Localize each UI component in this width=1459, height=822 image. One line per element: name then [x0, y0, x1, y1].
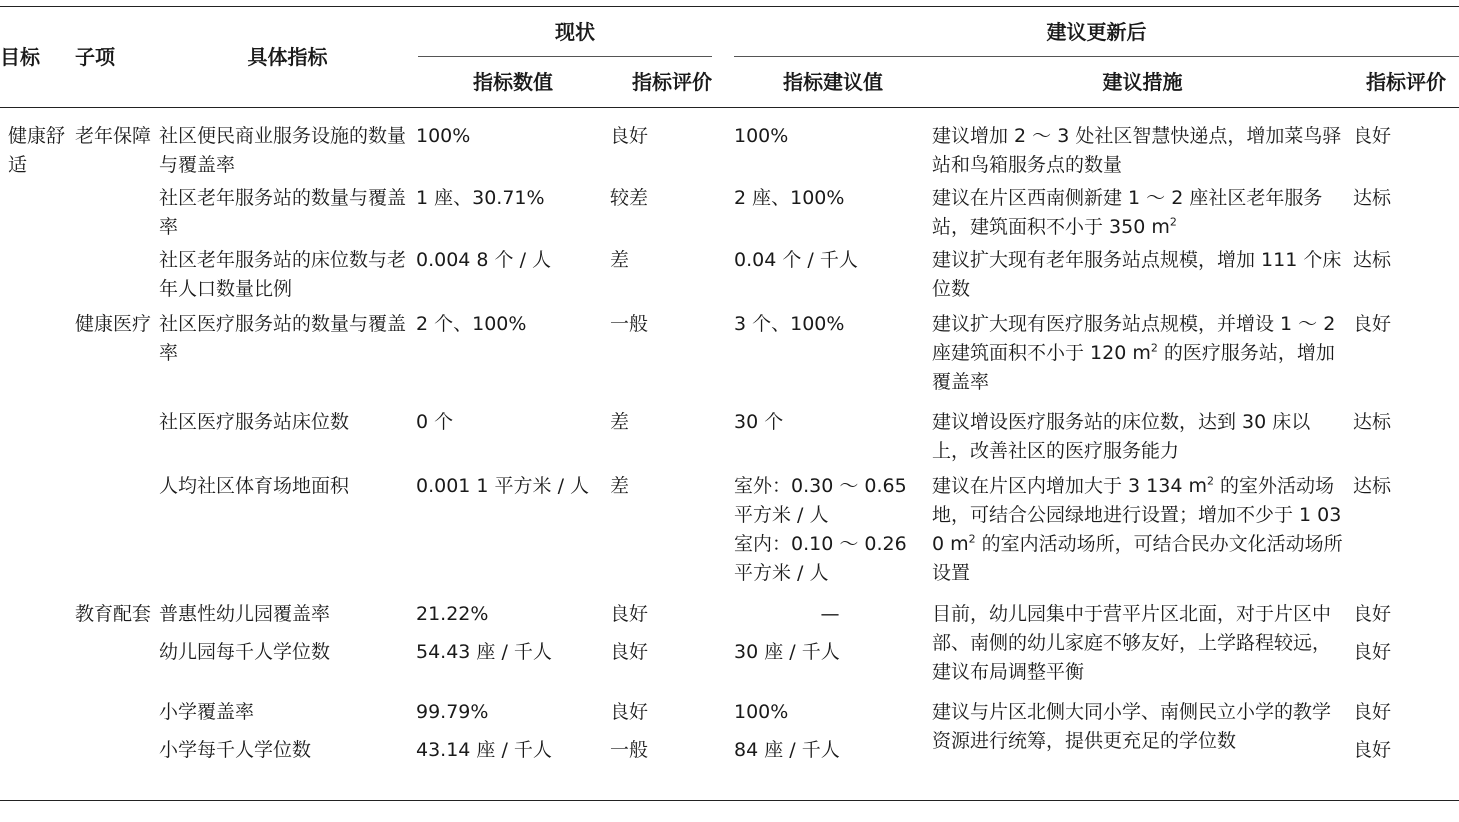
value-cell: 0 个 — [416, 411, 454, 433]
header-proposed-eval: 指标评价 — [1366, 69, 1446, 94]
indicator-cell: 社区老年服务站的数量与覆盖率 — [159, 187, 407, 238]
superscript: 2 — [1169, 215, 1177, 229]
indicator-cell: 普惠性幼儿园覆盖率 — [159, 603, 331, 625]
indicator-cell: 小学每千人学位数 — [159, 739, 312, 761]
header-row-top — [0, 7, 1459, 58]
measure-cell — [932, 468, 1353, 596]
measure-cell-kindergarten: 目前，幼儿园集中于营平片区北面，对于片区中部、南侧的幼儿家庭不够友好，上学路程较远，建议布局调整平衡 — [932, 603, 1332, 683]
value-cell: 0.004 8 个 / 人 — [416, 249, 552, 271]
header-current: 现状 — [416, 7, 734, 58]
superscript: 2 — [968, 532, 976, 546]
proposed-cell: 100% — [734, 125, 789, 147]
header-target: 目标 — [0, 44, 40, 69]
measure-cell: 建议增加 2 ～ 3 处社区智慧快递点，增加菜鸟驿站和鸟箱服务点的数量 — [932, 125, 1342, 176]
eval-cell: 差 — [610, 249, 630, 271]
value-cell: 43.14 座 / 千人 — [416, 739, 552, 761]
measure-text: 建议在片区内增加大于 3 134 m — [932, 475, 1207, 497]
measure-text: 建议在片区西南侧新建 1 ～ 2 座社区老年服务站，建筑面积不小于 350 m — [932, 187, 1323, 238]
superscript: 2 — [1150, 341, 1158, 355]
eval-cell: 良好 — [610, 603, 649, 625]
proposed-cell: 2 座、100% — [734, 187, 845, 209]
header-current-eval: 指标评价 — [632, 69, 712, 94]
value-cell: 100% — [416, 125, 471, 147]
proposed-cell — [734, 468, 932, 596]
eval-cell: 良好 — [610, 641, 649, 663]
group-elderly: 老年保障 — [75, 125, 152, 147]
new-eval-cell: 良好 — [1353, 313, 1392, 335]
new-eval-cell: 良好 — [1353, 603, 1392, 625]
proposed-indoor: 室内：0.10 ～ 0.26 平方米 / 人 — [734, 533, 907, 584]
table-row — [0, 694, 1459, 732]
table-row — [0, 242, 1459, 306]
new-eval-cell: 达标 — [1353, 475, 1392, 497]
measure-cell: 建议增设医疗服务站的床位数，达到 30 床以上，改善社区的医疗服务能力 — [932, 411, 1311, 462]
table-row — [0, 596, 1459, 634]
indicator-cell: 小学覆盖率 — [159, 701, 255, 723]
new-eval-cell: 良好 — [1353, 125, 1392, 147]
new-eval-cell: 良好 — [1353, 641, 1392, 663]
superscript: 2 — [1206, 474, 1214, 488]
new-eval-cell: 达标 — [1353, 187, 1392, 209]
table-row — [0, 180, 1459, 242]
eval-cell: 一般 — [610, 739, 649, 761]
header-indicator: 具体指标 — [247, 44, 328, 69]
table-row — [0, 468, 1459, 596]
new-eval-cell: 达标 — [1353, 249, 1392, 271]
indicator-cell: 社区医疗服务站的数量与覆盖率 — [159, 313, 407, 364]
indicator-cell: 社区便民商业服务设施的数量与覆盖率 — [159, 125, 407, 176]
proposed-cell: 100% — [734, 701, 789, 723]
new-eval-cell: 良好 — [1353, 739, 1392, 761]
value-cell: 1 座、30.71% — [416, 187, 545, 209]
measure-text: 建议扩大现有医疗服务站点规模，并增设 1 ～ 2 座建筑面积不小于 120 m — [932, 313, 1336, 364]
measure-cell-primary: 建议与片区北侧大同小学、南侧民立小学的教学资源进行统筹，提供更充足的学位数 — [932, 701, 1332, 752]
proposed-cell: 3 个、100% — [734, 313, 845, 335]
header-proposed-measure: 建议措施 — [1102, 69, 1183, 94]
value-cell: 54.43 座 / 千人 — [416, 641, 552, 663]
table-row — [0, 404, 1459, 468]
group-education: 教育配套 — [75, 603, 152, 625]
value-cell: 99.79% — [416, 701, 489, 723]
proposed-outdoor: 室外：0.30 ～ 0.65 平方米 / 人 — [734, 475, 907, 526]
new-eval-cell: 良好 — [1353, 701, 1392, 723]
target-cell: 健康舒适 — [8, 125, 66, 176]
proposed-cell: 30 个 — [734, 411, 784, 433]
eval-cell: 差 — [610, 475, 630, 497]
indicator-cell: 人均社区体育场地面积 — [159, 475, 350, 497]
eval-cell: 良好 — [610, 701, 649, 723]
measure-text: 增加不少于 1 030 m — [932, 504, 1342, 555]
indicator-table — [0, 6, 1459, 801]
proposed-cell: 30 座 / 千人 — [734, 641, 840, 663]
value-cell: 0.001 1 平方米 / 人 — [416, 475, 590, 497]
group-medical: 健康医疗 — [75, 313, 152, 335]
eval-cell: 较差 — [610, 187, 649, 209]
header-proposed: 建议更新后 — [734, 7, 1459, 58]
measure-text: 的医疗服务站，增加覆盖率 — [932, 342, 1335, 393]
proposed-cell: 84 座 / 千人 — [734, 739, 840, 761]
indicator-cell: 幼儿园每千人学位数 — [159, 641, 331, 663]
new-eval-cell: 达标 — [1353, 411, 1392, 433]
indicator-cell: 社区老年服务站的床位数与老年人口数量比例 — [159, 249, 407, 300]
table-row — [0, 306, 1459, 404]
indicator-cell: 社区医疗服务站床位数 — [159, 411, 350, 433]
measure-cell: 建议扩大现有老年服务站点规模，增加 111 个床位数 — [932, 249, 1342, 300]
measure-cell — [932, 306, 1353, 404]
measure-text: 的室外活动场地，可结合公园绿地进行设置； — [932, 475, 1335, 526]
header-proposed-value: 指标建议值 — [783, 69, 883, 94]
proposed-cell: — — [820, 603, 840, 625]
value-cell: 21.22% — [416, 603, 489, 625]
eval-cell: 一般 — [610, 313, 649, 335]
value-cell: 2 个、100% — [416, 313, 527, 335]
proposed-cell: 0.04 个 / 千人 — [734, 249, 858, 271]
eval-cell: 良好 — [610, 125, 649, 147]
table-row — [0, 108, 1459, 181]
header-current-value: 指标数值 — [473, 69, 553, 94]
header-subitem: 子项 — [75, 44, 115, 69]
measure-text: 的室内活动场所，可结合民办文化活动场所设置 — [932, 533, 1343, 584]
eval-cell: 差 — [610, 411, 630, 433]
measure-cell — [932, 180, 1353, 242]
